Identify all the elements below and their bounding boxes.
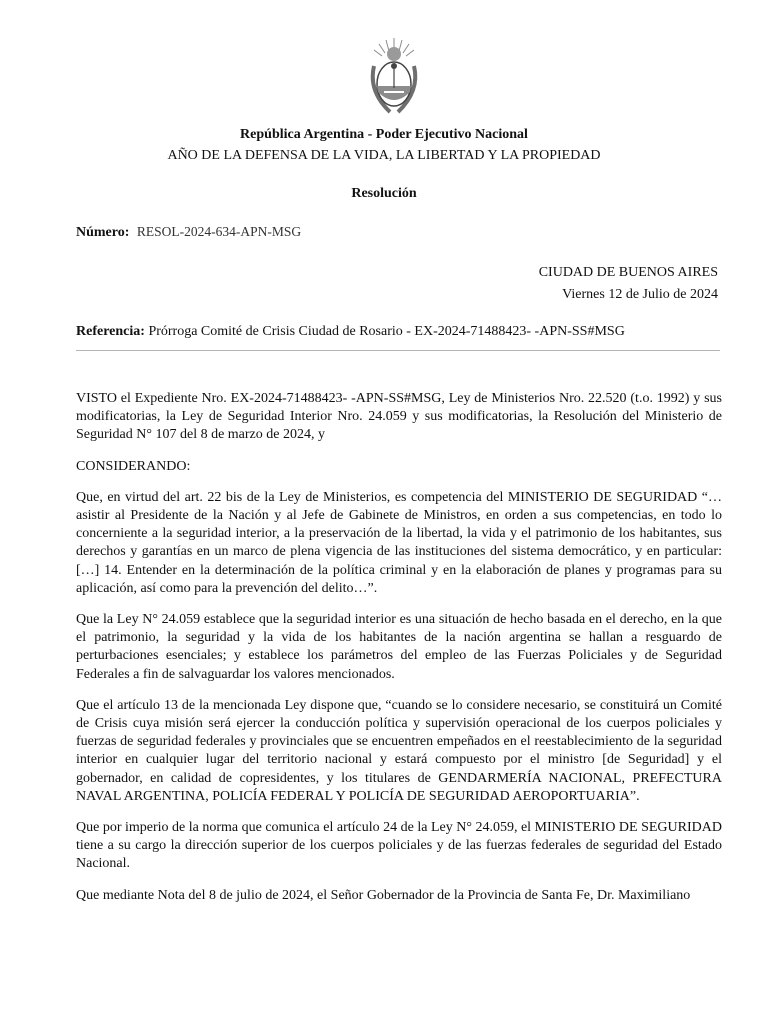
paragraph: Que por imperio de la norma que comunica el artículo 24 de la Ley N° 24.059, el MINISTERIO DE SEGURIDAD tiene a su cargo la dirección superior de los cuerpos policiales y de las fuerzas federales de seguridad del Estado Nacional. bbox=[76, 820, 722, 872]
place: CIUDAD DE BUENOS AIRES bbox=[538, 265, 718, 280]
numero-label: Número: bbox=[76, 225, 130, 240]
divider bbox=[76, 350, 720, 351]
reference-value: Prórroga Comité de Crisis Ciudad de Rosario - EX-2024-71488423- -APN-SS#MSG bbox=[148, 324, 625, 339]
reference bbox=[76, 324, 625, 340]
paragraph-considerando: CONSIDERANDO: bbox=[76, 458, 191, 474]
document-type: Resolución bbox=[351, 186, 417, 201]
header-title: República Argentina - Poder Ejecutivo Nacional bbox=[240, 127, 528, 142]
coat-of-arms-icon bbox=[364, 36, 424, 116]
numero-value: RESOL-2024-634-APN-MSG bbox=[136, 224, 302, 239]
resolution-number bbox=[76, 224, 301, 241]
reference-label: Referencia: bbox=[76, 324, 145, 339]
year-motto: AÑO DE LA DEFENSA DE LA VIDA, LA LIBERTAD Y LA PROPIEDAD bbox=[167, 148, 601, 163]
date: Viernes 12 de Julio de 2024 bbox=[562, 287, 718, 302]
paragraph: Que la Ley N° 24.059 establece que la seguridad interior es una situación de hecho basada en el derecho, en la que el patrimonio, la seguridad y la vida de los habitantes de la nación argentina se hallan a resguardo de perturbaciones esenciales; y establece los parámetros del empleo de las Fuerzas Policiales y de Seguridad Federales a fin de salvaguardar los valores mencionados. bbox=[76, 612, 722, 682]
document-body bbox=[76, 390, 722, 918]
paragraph: Que, en virtud del art. 22 bis de la Ley de Ministerios, es competencia del MINISTERIO DE SEGURIDAD “… asistir al Presidente de la Nación y al Jefe de Gabinete de Ministros, en orden a sus competencias, en todo lo concerniente a la seguridad interior, a la preservación de la libertad, la vida y el patrimonio de los habitantes, sus derechos y garantías en un marco de plena vigencia de las instituciones del sistema democrático, y en particular: […] 14. Entender en la determinación de la política criminal y en la elaboración de planes y programas para su aplicación, así como para la prevención del delito…”. bbox=[76, 489, 722, 596]
paragraph: Que mediante Nota del 8 de julio de 2024, el Señor Gobernador de la Provincia de Santa Fe, Dr. Maximiliano bbox=[76, 887, 691, 903]
paragraph-visto: VISTO el Expediente Nro. EX-2024-71488423- -APN-SS#MSG, Ley de Ministerios Nro. 22.520 (t.o. 1992) y sus modificatorias, la Ley de Seguridad Interior Nro. 24.059 y sus modificatorias, la Resolución del Ministerio de Seguridad N° 107 del 8 de marzo de 2024, y bbox=[76, 391, 722, 443]
paragraph: Que el artículo 13 de la mencionada Ley dispone que, “cuando se lo considere necesario, se constituirá un Comité de Crisis cuya misión será ejercer la conducción política y supervisión operacional de los cuerpos policiales y fuerzas de seguridad federales y provinciales que se encuentren empeñados en el reestablecimiento de la seguridad interior en cualquier lugar del territorio nacional y estará compuesto por el ministro [de Seguridad] y el gobernador, en calidad de copresidentes, y los titulares de GENDARMERÍA NACIONAL, PREFECTURA NAVAL ARGENTINA, POLICÍA FEDERAL Y POLICÍA DE SEGURIDAD AEROPORTUARIA”. bbox=[76, 697, 722, 804]
